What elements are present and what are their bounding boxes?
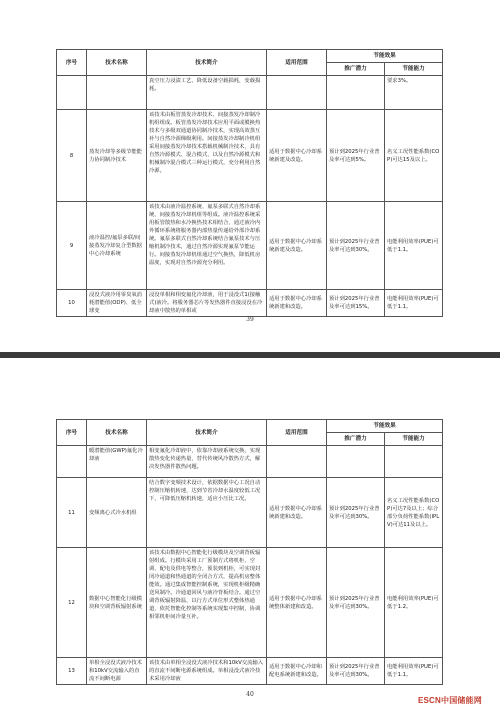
header-name: 技术名称 <box>87 50 147 76</box>
cell-potential: 预计到2025年行业普及率可达到30%。 <box>327 202 385 290</box>
cell-scope: 适用于数据中心冷却系统新建和改造。 <box>267 478 327 548</box>
cell-scope: 适用于数据中心冷却和配电系统新建和改造。 <box>267 658 327 685</box>
cell-intro: 相变氟化冷却液中，依靠冷却液系统交换，实现散热变化传递热量，替代传统风冷散热方式，解决发热器件散热问题。 <box>147 446 267 478</box>
cell-scope <box>267 446 327 478</box>
header-intro: 技术简介 <box>147 420 267 446</box>
cell-scope: 适用于数据中心冷却系统新建及改造。 <box>267 202 327 290</box>
cell-intro: 结合数字变频技术设计，依据数据中心工况自动控制压缩机转速，达到节省冷却水温度较低工况下，可降低压缩机转速，适应小压比工况。 <box>147 478 267 548</box>
table-row <box>57 202 443 290</box>
cell-name: 蒸发冷却等多级节能能力协同制冷技术 <box>87 110 147 202</box>
header-potential: 推广潜力 <box>327 63 385 76</box>
cell-intro: 该技术由数据中心智能化行级模块及空调背板辐射组成。行模块采用工厂预制方式将机柜、空调、配电及供电等整合，预装到机柜，可实现封闭冷通道和热通道的全闭合方式，提高机房整体能效。通过集成智能控制系统，实现机柜级精确送风制冷。冷通道回风与液冷背板结合。通过空调背板辐射降温，以行方式单位形式整体热通道，依托智能化控制等系统实现集中控制，协调相邻机柜间冷量互补。 <box>147 548 267 658</box>
cell-potential <box>327 76 385 110</box>
cell-intro: 浸没单相和相变氟化冷却液，用于浸没式1(接触式)液冷。将服务器芯片等发热器件直接浸没在冷却液中散热的单相或 <box>147 290 267 317</box>
table-row <box>57 76 443 110</box>
header-seq: 序号 <box>57 420 87 446</box>
cell-seq: 9 <box>57 202 87 290</box>
technology-table-page-39 <box>56 49 443 317</box>
cell-potential: 预计到2025年行业普及率可达到5%。 <box>327 110 385 202</box>
cell-potential <box>327 446 385 478</box>
cell-potential: 预计到2025年行业普及率可达到30%。 <box>327 548 385 658</box>
cell-name: 浸没式液冷用零臭氧消耗潜能值(ODP)、低全球变 <box>87 290 147 317</box>
cell-seq: 8 <box>57 110 87 202</box>
table-row <box>57 548 443 658</box>
table-row <box>57 658 443 685</box>
table-header-row <box>57 50 443 63</box>
table-header-row <box>57 420 443 433</box>
cell-seq: 13 <box>57 658 87 685</box>
cell-capability: 电能利用效率(PUE)可低于1.1。 <box>385 658 443 685</box>
header-effect: 节能效果 <box>327 50 443 63</box>
table-row <box>57 290 443 317</box>
header-scope: 适用范围 <box>267 50 327 76</box>
cell-capability <box>385 446 443 478</box>
cell-seq: 11 <box>57 478 87 548</box>
cell-capability: 要求3%。 <box>385 76 443 110</box>
cell-capability: 电能利用效率(PUE)可低于1.2。 <box>385 548 443 658</box>
cell-name: 液冷温控/氟泵多联/间接蒸发冷却复合型数据中心冷却系统 <box>87 202 147 290</box>
cell-potential: 预计到2025年行业普及率可达到30%。 <box>327 658 385 685</box>
technology-table-page-40 <box>56 419 443 685</box>
page-number: 39 <box>246 316 254 323</box>
cell-name: 变频离心式冷水机组 <box>87 478 147 548</box>
cell-seq <box>57 76 87 110</box>
cell-scope <box>267 76 327 110</box>
cell-seq <box>57 446 87 478</box>
page-number: 40 <box>246 691 254 698</box>
cell-name: 数据中心智能化行级模块和空调背板辐射系统 <box>87 548 147 658</box>
header-seq: 序号 <box>57 50 87 76</box>
watermark-logo: ESCN中国储能网 <box>417 696 482 705</box>
cell-name: 暖潜能值(GWP)氟化冷却液 <box>87 446 147 478</box>
cell-capability: 名义工况性能系数(COP)可达15及以上。 <box>385 110 443 202</box>
cell-intro: 该技术由板管蒸发冷却技术、间接蒸发冷却制冷机组组成。板管蒸发冷却技术应用平面或膜换热技术与多级双通道协同制冷技术，实现高效蒸互补与自然冷源梯级利用。间接蒸发冷却制冷机组采用间接蒸发冷却技术搭载机械制冷技术，具有自然冷源模式、混合模式，以及自然冷源模式和机械制冷混合模式三种运行模式，充分利用自然冷源。 <box>147 110 267 202</box>
cell-intro: 该技术由单相全浸没式液冷技术和10kV交流输入的直流不间断电源系统组成。单相浸没式液冷技术采用冷却液 <box>147 658 267 685</box>
cell-name <box>87 76 147 110</box>
cell-seq: 12 <box>57 548 87 658</box>
header-name: 技术名称 <box>87 420 147 446</box>
cell-potential: 预计到2025年行业普及率可达到30%。 <box>327 478 385 548</box>
header-capability: 节能能力 <box>385 63 443 76</box>
cell-scope: 适用于数据中心冷却系统新建及改造。 <box>267 110 327 202</box>
cell-scope: 适用于数据中心冷却系统整体新建和改造。 <box>267 548 327 658</box>
header-potential: 推广潜力 <box>327 433 385 446</box>
cell-intro: 真空压力浸渍工艺，降低设备空载损耗，变载损耗。 <box>147 76 267 110</box>
cell-capability: 电能利用效率(PUE)可低于1.1。 <box>385 290 443 317</box>
table-row <box>57 446 443 478</box>
table-row <box>57 478 443 548</box>
cell-seq: 10 <box>57 290 87 317</box>
cell-capability: 电能利用效率(PUE)可低于1.1。 <box>385 202 443 290</box>
cell-scope: 适用于数据中心冷却系统新建和改造。 <box>267 290 327 317</box>
document-page-39 <box>0 0 500 352</box>
document-page-40 <box>0 358 500 712</box>
cell-intro: 该技术由液冷温控系统、氟泵多联式自然冷却系统、间接蒸发冷却机组等组成。液冷温控系统采用板管散热和水冷换热技术相结合，通过液冷内外循环系统将服务器内部热量传递给外部冷却系统。氟泵多联式自然冷却系统结合氟泵技术与压缩机制冷技术，通过自然冷源实现氟泵节能运行。间接蒸发冷却机组通过空气换热，降低机房温度，实现对自然冷源充分利用。 <box>147 202 267 290</box>
header-capability: 节能能力 <box>385 433 443 446</box>
header-intro: 技术简介 <box>147 50 267 76</box>
cell-potential: 预计到2025年行业普及率可达到15%。 <box>327 290 385 317</box>
header-scope: 适用范围 <box>267 420 327 446</box>
cell-name: 单相全浸没式液冷技术和10kV交流输入的直流不间断电源 <box>87 658 147 685</box>
table-row <box>57 110 443 202</box>
cell-capability: 名义工况性能系数(COP)可达7及以上；综合部分负荷性能系数(IPLV)可达11及以上。 <box>385 478 443 548</box>
header-effect: 节能效果 <box>327 420 443 433</box>
